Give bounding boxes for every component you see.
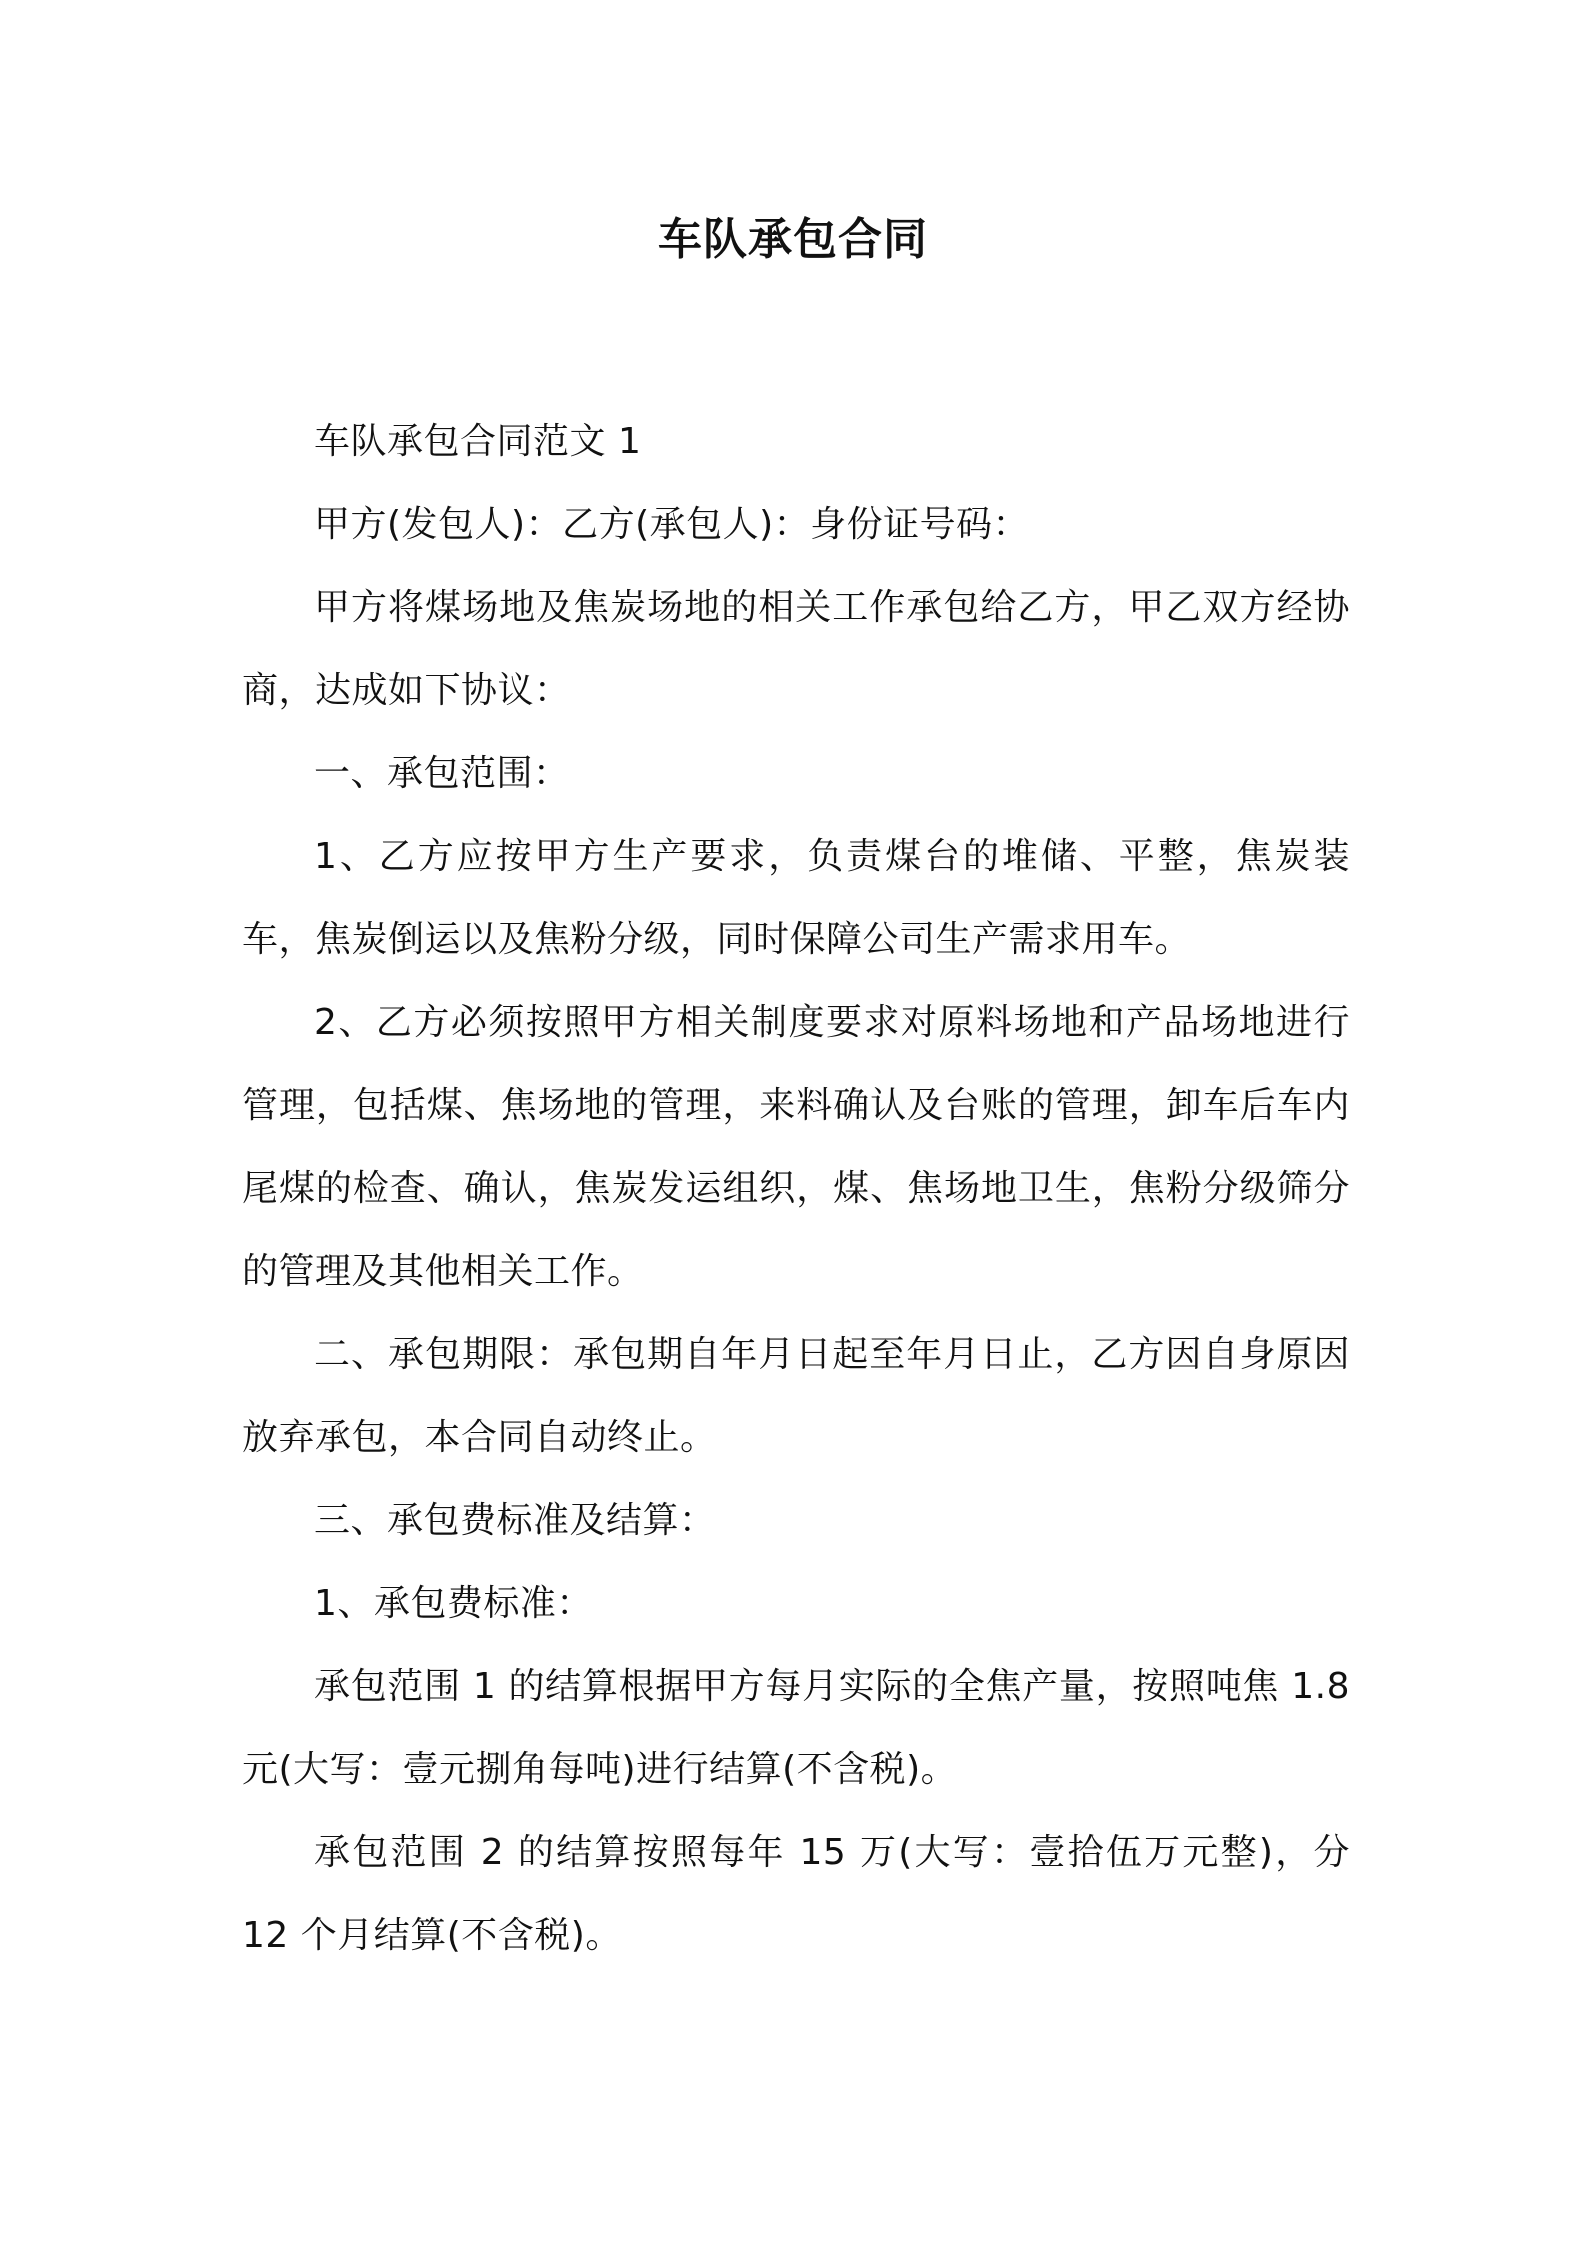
paragraph-term: 二、承包期限：承包期自年月日起至年月日止，乙方因自身原因放弃承包，本合同自动终止。 (242, 1334, 1350, 1458)
document-title: 车队承包合同 (658, 214, 928, 265)
section-heading-fees: 三、承包费标准及结算： (314, 1500, 716, 1541)
paragraph-fee-scope-2: 承包范围 2 的结算按照每年 15 万(大写：壹拾伍万元整)，分 12 个月结算(不含税)。 (242, 1832, 1350, 1956)
paragraph-sample-heading: 车队承包合同范文 1 (314, 421, 642, 462)
paragraph-fee-scope-1: 承包范围 1 的结算根据甲方每月实际的全焦产量，按照吨焦 1.8 元(大写：壹元捌角每吨)进行结算(不含税)。 (242, 1666, 1350, 1790)
section-heading-scope: 一、承包范围： (314, 753, 570, 794)
document-body (242, 400, 1350, 1977)
paragraph-preamble: 甲方将煤场地及焦炭场地的相关工作承包给乙方，甲乙双方经协商，达成如下协议： (242, 587, 1350, 711)
paragraph-scope-item-1: 1、乙方应按甲方生产要求，负责煤台的堆储、平整，焦炭装车，焦炭倒运以及焦粉分级，同时保障公司生产需求用车。 (242, 836, 1350, 960)
subsection-heading-fee-standard: 1、承包费标准： (314, 1583, 593, 1624)
paragraph-scope-item-2: 2、乙方必须按照甲方相关制度要求对原料场地和产品场地进行管理，包括煤、焦场地的管理，来料确认及台账的管理，卸车后车内尾煤的检查、确认，焦炭发运组织，煤、焦场地卫生，焦粉分级筛分的管理及其他相关工作。 (242, 1002, 1350, 1292)
paragraph-parties: 甲方(发包人)：乙方(承包人)：身份证号码： (314, 504, 1030, 545)
